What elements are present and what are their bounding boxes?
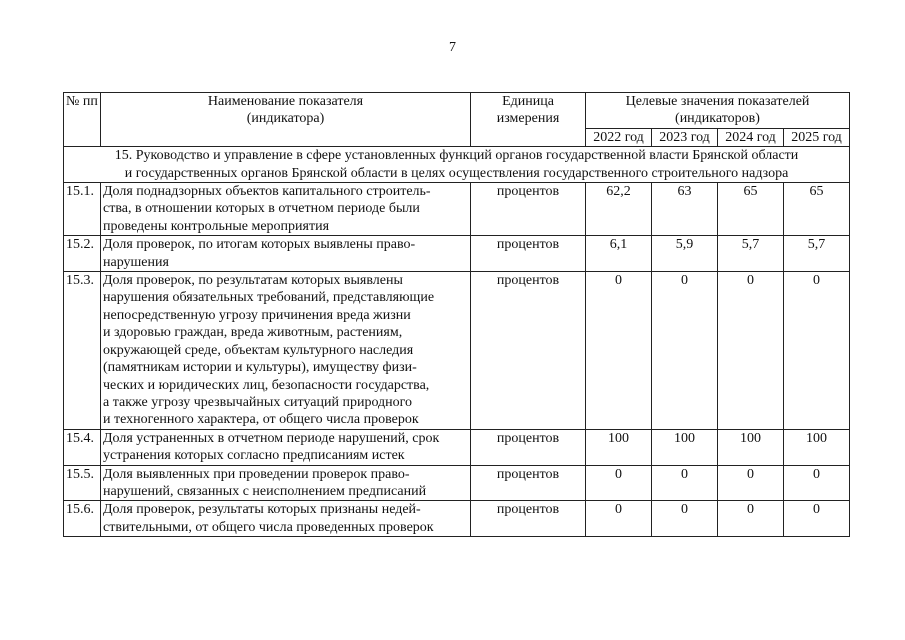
indicator-name-line: ческих и юридических лиц, безопасности государства,: [103, 377, 430, 393]
value-2024: 0: [718, 501, 784, 537]
header-number: № пп: [64, 93, 101, 147]
header-target-values-line1: Целевые значения показателей: [625, 94, 810, 109]
indicator-name: [101, 465, 471, 501]
indicator-name-line: Доля проверок, по результатам которых выявлены: [103, 273, 403, 289]
row-number: 15.6.: [64, 501, 101, 537]
unit-cell: процентов: [471, 465, 586, 501]
value-2024: 0: [718, 465, 784, 501]
value-2024: 100: [718, 429, 784, 465]
value-2023: 63: [652, 183, 718, 236]
unit-cell: процентов: [471, 272, 586, 430]
indicator-name: [101, 183, 471, 236]
indicator-name-line: и техногенного характера, от общего числа проверок: [103, 412, 419, 428]
table-row-15-5: [64, 465, 850, 501]
header-indicator-name-line2: (индикатора): [246, 111, 325, 127]
indicator-name-line: и здоровью граждан, вреда животным, растениям,: [103, 325, 403, 341]
header-year-2024: 2024 год: [718, 128, 784, 146]
value-2023: 0: [652, 465, 718, 501]
value-2022: 0: [586, 465, 652, 501]
value-2022: 0: [586, 272, 652, 430]
section-row: [64, 147, 850, 183]
table-row-15-4: [64, 429, 850, 465]
section-title-line1: 15. Руководство и управление в сфере установленных функций органов государственной власти Брянской области: [114, 148, 799, 164]
indicators-table: [63, 92, 850, 537]
page-number: 7: [449, 40, 456, 55]
table-row-15-3: [64, 272, 850, 430]
indicator-name-line: ства, в отношении которых в отчетном периоде были: [103, 201, 420, 217]
indicator-name-line: (памятникам истории и культуры), имуществу физи-: [103, 360, 417, 376]
row-number: 15.5.: [64, 465, 101, 501]
header-target-values: [586, 93, 850, 129]
header-row: [64, 93, 850, 129]
unit-cell: процентов: [471, 429, 586, 465]
unit-cell: процентов: [471, 183, 586, 236]
value-2025: 100: [784, 429, 850, 465]
indicator-name-line: проведены контрольные мероприятия: [103, 218, 330, 234]
indicator-name-line: а также угрозу чрезвычайных ситуаций природного: [103, 394, 413, 410]
indicator-name-line: Доля поднадзорных объектов капитального строитель-: [103, 184, 431, 200]
value-2025: 5,7: [784, 236, 850, 272]
indicator-name-line: Доля проверок, результаты которых признаны недей-: [103, 502, 421, 518]
header-unit: [471, 93, 586, 147]
header-unit-line2: измерения: [496, 111, 560, 127]
value-2024: 65: [718, 183, 784, 236]
table-body: [64, 93, 850, 537]
row-number: 15.2.: [64, 236, 101, 272]
indicator-name: [101, 236, 471, 272]
row-number: 15.3.: [64, 272, 101, 430]
table-row-15-6: [64, 501, 850, 537]
value-2023: 100: [652, 429, 718, 465]
value-2022: 0: [586, 501, 652, 537]
value-2022: 62,2: [586, 183, 652, 236]
header-indicator-name: [101, 93, 471, 147]
value-2024: 0: [718, 272, 784, 430]
header-year-2022: 2022 год: [586, 128, 652, 146]
header-year-2023: 2023 год: [652, 128, 718, 146]
header-unit-line1: Единица: [502, 94, 554, 109]
indicator-name: [101, 501, 471, 537]
value-2025: 0: [784, 272, 850, 430]
value-2022: 6,1: [586, 236, 652, 272]
section-title: [64, 147, 850, 183]
indicator-name-line: ствительными, от общего числа проведенных проверок: [103, 519, 434, 535]
indicator-name-line: Доля проверок, по итогам которых выявлены право-: [103, 237, 416, 253]
indicator-name-line: Доля выявленных при проведении проверок право-: [103, 466, 410, 482]
row-number: 15.1.: [64, 183, 101, 236]
header-year-2025: 2025 год: [784, 128, 850, 146]
indicator-name-line: нарушения обязательных требований, представляющие: [103, 290, 435, 306]
table-row-15-2: [64, 236, 850, 272]
value-2023: 5,9: [652, 236, 718, 272]
row-number: 15.4.: [64, 429, 101, 465]
value-2025: 0: [784, 465, 850, 501]
value-2025: 0: [784, 501, 850, 537]
indicator-name-line: нарушения: [103, 254, 169, 270]
value-2025: 65: [784, 183, 850, 236]
indicator-name-line: устранения которых согласно предписаниям истек: [103, 448, 405, 464]
value-2022: 100: [586, 429, 652, 465]
value-2023: 0: [652, 272, 718, 430]
indicator-name: [101, 429, 471, 465]
section-title-line2: и государственных органов Брянской области в целях осуществления государственного строительного надзора: [124, 165, 789, 181]
value-2024: 5,7: [718, 236, 784, 272]
indicator-name-line: нарушений, связанных с неисполнением предписаний: [103, 483, 427, 499]
unit-cell: процентов: [471, 236, 586, 272]
indicator-name-line: окружающей среде, объектам культурного наследия: [103, 342, 414, 358]
header-indicator-name-line1: Наименование показателя: [207, 94, 364, 109]
indicator-name-line: непосредственную угрозу причинения вреда жизни: [103, 307, 411, 323]
table-row-15-1: [64, 183, 850, 236]
header-target-values-line2: (индикаторов): [675, 111, 760, 127]
unit-cell: процентов: [471, 501, 586, 537]
indicator-name-line: Доля устраненных в отчетном периоде нарушений, срок: [103, 430, 440, 446]
indicator-name: [101, 272, 471, 430]
value-2023: 0: [652, 501, 718, 537]
